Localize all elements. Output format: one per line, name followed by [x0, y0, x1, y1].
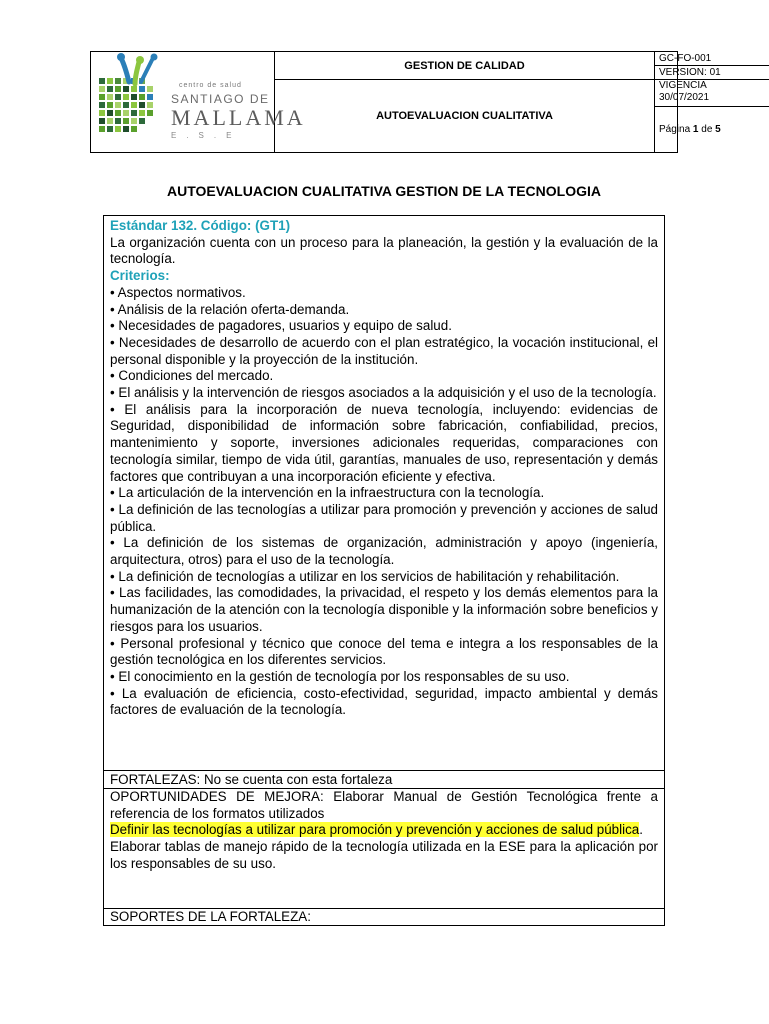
criterion-item: • Las facilidades, las comodidades, la privacidad, el respeto y los demás elementos para la humanización de la atención con la tecnología disponible y la información sobre beneficios y riesgos para los usuarios.	[110, 585, 658, 634]
criterion-item: • Necesidades de pagadores, usuarios y equipo de salud.	[110, 318, 452, 334]
criterion-item: • Aspectos normativos.	[110, 284, 246, 300]
vigencia-date: 30/07/2021	[659, 92, 710, 103]
oportunidades-text: OPORTUNIDADES DE MEJORA: Elaborar Manual de Gestión Tecnológica frente a referencia de los formatos utilizados	[110, 789, 658, 821]
criterion-item: • La evaluación de eficiencia, costo-efectividad, seguridad, impacto ambiental y demás factores de evaluación de la tecnología.	[110, 685, 658, 718]
criterion-item: • La articulación de la intervención en la infraestructura con la tecnología.	[110, 485, 545, 501]
highlighted-end: .	[639, 822, 643, 838]
doc-vigencia	[655, 80, 769, 107]
criterion-item: • Personal profesional y técnico que conoce del tema e integra a los responsables de la gestión tecnológica en los diferentes servicios.	[110, 635, 658, 668]
vigencia-label: VIGENCIA	[659, 80, 707, 91]
standard-heading: Estándar 132. Código: (GT1)	[110, 218, 291, 233]
oportunidades-highlight-paragraph	[110, 822, 658, 839]
criterion-item: • Análisis de la relación oferta-demanda.	[110, 301, 350, 317]
criterion-item: • El conocimiento en la gestión de tecnología por los responsables de su uso.	[110, 668, 570, 684]
criterion-item: • Necesidades de desarrollo de acuerdo con el plan estratégico, la vocación institucional, el personal disponible y la proyección de la institución.	[110, 334, 658, 367]
logo-name-big: MALLAMA	[171, 105, 306, 130]
standard-section	[104, 216, 664, 771]
document-title: AUTOEVALUACION CUALITATIVA GESTION DE LA TECNOLOGIA	[167, 183, 601, 199]
criteria-heading: Criterios:	[110, 268, 170, 284]
fortalezas-row: FORTALEZAS: No se cuenta con esta fortaleza	[104, 771, 664, 789]
page-indicator	[655, 107, 769, 152]
header-title-bottom: AUTOEVALUACION CUALITATIVA	[275, 80, 655, 152]
standard-description: La organización cuenta con un proceso para la planeación, la gestión y la evaluación de la tecnología.	[110, 234, 658, 267]
page-of: de	[701, 124, 713, 135]
criterion-item: • La definición de tecnologías a utilizar en los servicios de habilitación y rehabilitación.	[110, 568, 620, 584]
evaluation-table	[103, 215, 665, 926]
criterion-item: • La definición de los sistemas de organización, administración y apoyo (ingeniería, arquitectura, otros) para el uso de la tecnología.	[110, 535, 658, 568]
logo-name-line: SANTIAGO DE	[171, 92, 270, 106]
oportunidades-row	[104, 789, 664, 909]
page-label: Página	[659, 124, 691, 135]
page-total: 5	[715, 124, 721, 135]
criterion-item: • La definición de las tecnologías a utilizar para promoción y prevención y acciones de salud pública.	[110, 501, 658, 534]
highlighted-text: Definir las tecnologías a utilizar para promoción y prevención y acciones de salud pública	[110, 822, 640, 838]
page-number: 1	[692, 124, 699, 135]
doc-code: GC-FO-001	[655, 52, 769, 66]
logo-cell	[91, 52, 306, 152]
soportes-row: SOPORTES DE LA FORTALEZA:	[110, 909, 311, 924]
header-title-top: GESTION DE CALIDAD	[275, 52, 655, 80]
logo-subtitle: centro de salud	[179, 82, 242, 89]
criterion-item: • El análisis y la intervención de riesgos asociados a la adquisición y el uso de la tecnología.	[110, 385, 657, 401]
document-header-table	[90, 51, 721, 153]
criterion-item: • Condiciones del mercado.	[110, 368, 274, 384]
criterion-item: • El análisis para la incorporación de nueva tecnología, incluyendo: evidencias de Seguridad, disponibilidad de información sobre fabricación, confiabilidad, precios, mantenimiento y soporte, inversiones adicionales requeridas, comparaciones con tecnología similar, tiempo de vida útil, garantías, manuales de uso, representación y demás factores que contribuyan a una incorporación eficiente y efectiva.	[110, 401, 658, 484]
logo-ese: E.S.E	[171, 131, 242, 140]
doc-version: VERSION: 01	[655, 66, 769, 80]
oportunidades-text-2: Elaborar tablas de manejo rápido de la tecnología utilizada en la ESE para la aplicación por los responsables de su uso.	[110, 839, 658, 871]
